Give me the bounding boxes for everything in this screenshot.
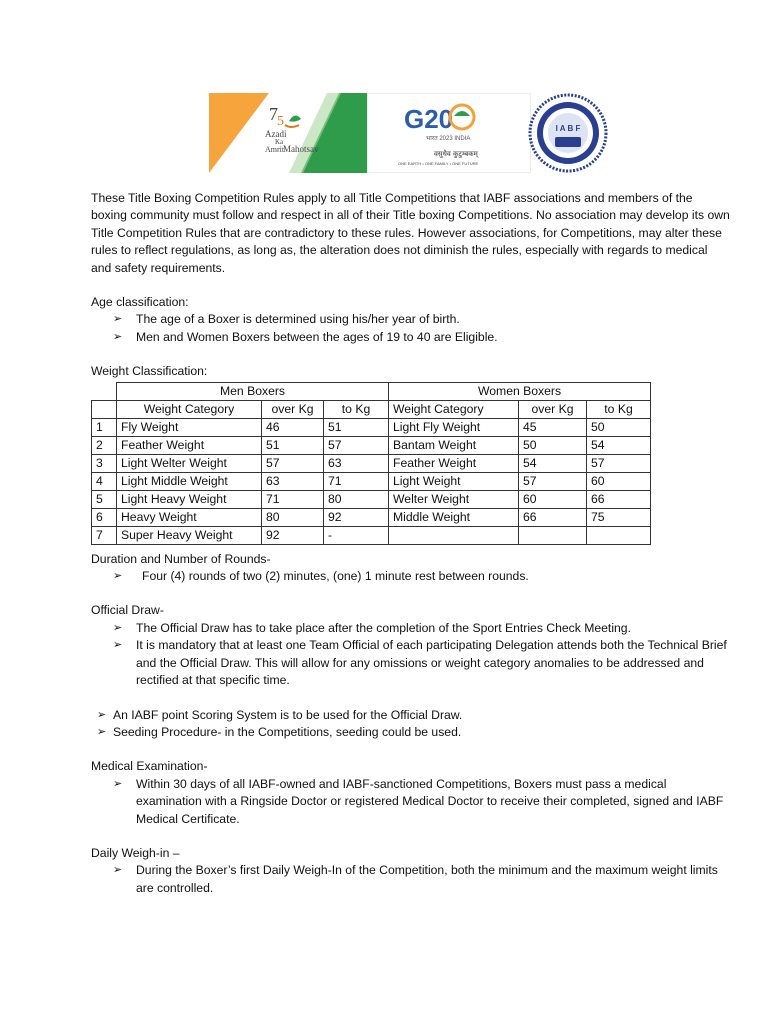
logo-strip xyxy=(209,93,609,173)
svg-text:7: 7 xyxy=(269,104,278,124)
weighin-section-title: Daily Weigh-in – xyxy=(91,845,180,860)
list-item: ➢ During the Boxer’s first Daily Weigh-In of the Competition, both the minimum and the maximum weight limits are controlled. xyxy=(113,863,718,895)
list-item: ➢ Within 30 days of all IABF-owned and IABF-sanctioned Competitions, Boxers must pass a medical examination with a Ringside Doctor or registered Medical Doctor to receive their completed, signed and IABF Medical Certificate. xyxy=(113,776,724,826)
women-col-over: over Kg xyxy=(519,400,587,418)
men-col-to: to Kg xyxy=(324,400,389,418)
men-boxers-header: Men Boxers xyxy=(117,382,389,400)
azadi-logo-graphic xyxy=(209,93,367,173)
list-item: ➢ It is mandatory that at least one Team Official of each participating Delegation attends both the Technical Brief and the Official Draw. This will allow for any omissions or weight category anomalies to be addressed and rectified at that specific time. xyxy=(113,638,727,688)
duration-section-title: Duration and Number of Rounds- xyxy=(91,551,271,566)
duration-list xyxy=(91,568,731,585)
table-row: 2 Feather Weight 51 57 Bantam Weight 50 54 xyxy=(92,436,651,454)
draw-list-2 xyxy=(91,707,731,742)
arrow-bullet-icon: ➢ xyxy=(97,708,107,721)
mahotsav-text: Mahotsav xyxy=(283,144,319,154)
iabf-logo xyxy=(527,93,609,173)
medical-list xyxy=(91,776,731,828)
arrow-bullet-icon: ➢ xyxy=(113,313,123,326)
intro-paragraph: These Title Boxing Competition Rules apply to all Title Competitions that IABF associations and members of the boxing community must follow and respect in all of their Title boxing Competitions. No association may develop its own Title Competition Rules that are contradictory to these rules. However associations, for Competitions, may alter these rules to reflect regulations, as long as, the alteration does not diminish the rules, especially with regards to medical and safety requirements. xyxy=(91,191,730,275)
g20-logo xyxy=(367,93,531,173)
women-boxers-header: Women Boxers xyxy=(389,382,651,400)
table-header-row xyxy=(92,400,651,418)
g20-motto-hindi: वसुधैव कुटुम्बकम् xyxy=(434,150,478,158)
women-col-to: to Kg xyxy=(587,400,651,418)
g20-title: G20 xyxy=(404,104,454,134)
age-section-title: Age classification: xyxy=(91,295,189,310)
weighin-list xyxy=(91,862,731,897)
iabf-logo-graphic xyxy=(527,93,609,173)
arrow-bullet-icon: ➢ xyxy=(113,570,123,583)
svg-text:5: 5 xyxy=(277,114,284,129)
table-row: 5 Light Heavy Weight 71 80 Welter Weight 60 66 xyxy=(92,490,651,508)
weight-classification-table xyxy=(91,382,651,545)
list-item: ➢ Four (4) rounds of two (2) minutes, (one) 1 minute rest between rounds. xyxy=(91,568,731,585)
men-col-over: over Kg xyxy=(262,400,324,418)
g20-sub: भारत 2023 INDIA xyxy=(426,136,471,142)
list-item: ➢ The Official Draw has to take place after the completion of the Sport Entries Check Meeting. xyxy=(91,620,731,637)
draw-section-title: Official Draw- xyxy=(91,603,164,618)
arrow-bullet-icon: ➢ xyxy=(113,330,123,343)
women-col-category: Weight Category xyxy=(389,400,519,418)
list-item: ➢ The age of a Boxer is determined using his/her year of birth. xyxy=(91,311,731,328)
table-row: 3 Light Welter Weight 57 63 Feather Weight 54 57 xyxy=(92,454,651,472)
arrow-bullet-icon: ➢ xyxy=(113,777,123,790)
ka-text: Ka xyxy=(275,138,284,146)
document-body xyxy=(91,190,731,897)
table-row: 6 Heavy Weight 80 92 Middle Weight 66 75 xyxy=(92,508,651,526)
draw-list xyxy=(91,620,731,690)
medical-section-title: Medical Examination- xyxy=(91,759,208,774)
age-list xyxy=(91,311,731,346)
table-row: 4 Light Middle Weight 63 71 Light Weight 57 60 xyxy=(92,472,651,490)
azadi-ka-amrit-mahotsav-logo xyxy=(209,93,367,173)
list-item: ➢ Seeding Procedure- in the Competitions, seeding could be used. xyxy=(91,724,731,741)
g20-motto: ONE EARTH • ONE FAMILY • ONE FUTURE xyxy=(398,161,479,166)
arrow-bullet-icon: ➢ xyxy=(113,864,123,877)
list-item: ➢ An IABF point Scoring System is to be used for the Official Draw. xyxy=(91,707,731,724)
arrow-bullet-icon: ➢ xyxy=(113,621,123,634)
azadi-text: Azadi xyxy=(265,129,287,139)
list-item: ➢ Men and Women Boxers between the ages of 19 to 40 are Eligible. xyxy=(91,329,731,346)
g20-logo-graphic xyxy=(368,94,530,172)
table-header-row xyxy=(92,382,651,400)
arrow-bullet-icon: ➢ xyxy=(97,725,107,738)
iabf-letters: I A B F xyxy=(555,124,581,133)
table-row: 7 Super Heavy Weight 92 - xyxy=(92,526,651,544)
weight-section-title: Weight Classification: xyxy=(91,364,208,379)
table-row: 1 Fly Weight 46 51 Light Fly Weight 45 50 xyxy=(92,418,651,436)
arrow-bullet-icon: ➢ xyxy=(113,639,123,652)
amrit-text: Amrit xyxy=(265,145,285,154)
men-col-category: Weight Category xyxy=(117,400,262,418)
